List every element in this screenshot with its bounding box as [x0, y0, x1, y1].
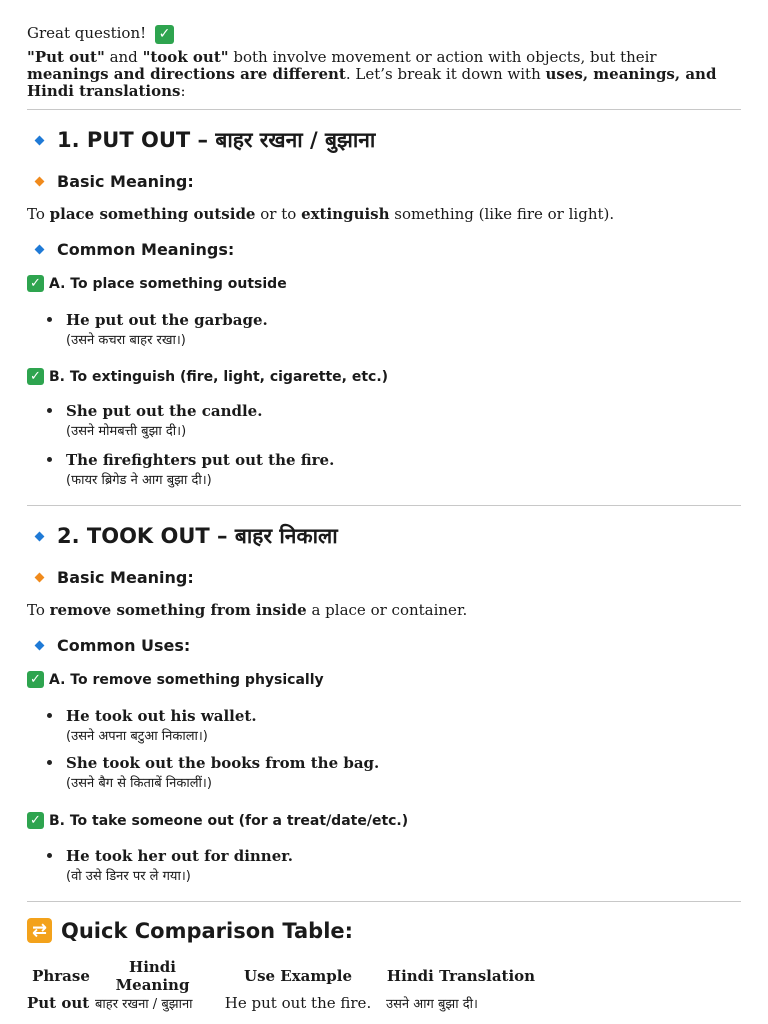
subheading-text: B. To take someone out (for a treat/date/etc.): [49, 812, 409, 829]
example-sentence: She put out the candle.: [66, 402, 263, 420]
table-header-row: [27, 958, 536, 994]
intro-emphasis: uses, meanings, and Hindi translations: [27, 65, 717, 100]
small-blue-diamond-icon: [35, 135, 45, 145]
column-header-phrase: Phrase: [32, 967, 90, 985]
basic-meaning-heading: [27, 172, 194, 191]
repeat-arrows-icon: ⇄: [27, 918, 52, 943]
basic-emphasis: remove something from inside: [49, 601, 307, 619]
check-mark-icon: ✓: [27, 368, 44, 385]
subheading-text: A. To remove something physically: [49, 671, 324, 688]
example-sentence: He put out the garbage.: [66, 311, 268, 329]
check-mark-icon: ✓: [27, 812, 44, 829]
comparison-heading: [27, 918, 353, 943]
table-row: [27, 994, 536, 1012]
bullet-dot: [47, 408, 52, 413]
hindi-translation: (उसने मोमबत्ती बुझा दी।): [66, 424, 187, 439]
bullet-dot: [47, 317, 52, 322]
basic-meaning-heading: [27, 568, 194, 587]
subheading-b: [27, 812, 408, 829]
basic-text: or to: [255, 205, 302, 223]
basic-emphasis: extinguish: [301, 205, 390, 223]
hindi-translation: (उसने कचरा बाहर रखा।): [66, 333, 186, 348]
hindi-translation: (फायर ब्रिगेड ने आग बुझा दी।): [66, 473, 212, 488]
subheading-text: A. To place something outside: [49, 275, 287, 292]
subheading-text: B. To extinguish (fire, light, cigarette, etc.): [49, 368, 389, 385]
common-meanings-heading: [27, 240, 234, 259]
column-header-use-example: Use Example: [244, 967, 352, 985]
small-blue-diamond-icon: [35, 641, 45, 651]
section-heading-took-out: [27, 522, 338, 550]
comparison-table: [27, 958, 536, 1012]
bullet-dot: [47, 713, 52, 718]
common-uses-heading: [27, 636, 190, 655]
basic-meaning-text: [27, 601, 467, 619]
intro-greeting: [27, 24, 179, 44]
basic-meaning-text: [27, 205, 614, 223]
table-cell-phrase: Put out: [27, 994, 90, 1012]
section-heading-put-out: [27, 126, 375, 154]
common-uses-heading-text: Common Uses:: [57, 636, 191, 655]
comparison-heading-text: Quick Comparison Table:: [61, 918, 354, 943]
intro-paragraph: [27, 49, 741, 100]
intro-put-out: "Put out": [27, 48, 105, 66]
hindi-translation: (उसने अपना बटुआ निकाला।): [66, 729, 208, 744]
intro-text: and: [104, 48, 143, 66]
divider: [27, 109, 741, 110]
intro-text: . Let’s break it down with: [345, 65, 546, 83]
intro-took-out: "took out": [142, 48, 229, 66]
basic-meaning-heading-text: Basic Meaning:: [57, 568, 194, 587]
subheading-b: [27, 368, 388, 385]
basic-text: something (like fire or light).: [389, 205, 615, 223]
small-blue-diamond-icon: [35, 245, 45, 255]
example-sentence: He took her out for dinner.: [66, 847, 293, 865]
hindi-translation: (वो उसे डिनर पर ले गया।): [66, 869, 191, 884]
greeting-text: Great question!: [27, 24, 147, 42]
section-heading-text: 1. PUT OUT – बाहर रखना / बुझाना: [57, 128, 376, 152]
subheading-a: [27, 275, 287, 292]
divider: [27, 901, 741, 902]
common-meanings-heading-text: Common Meanings:: [57, 240, 235, 259]
example-sentence: The firefighters put out the fire.: [66, 451, 335, 469]
intro-emphasis: meanings and directions are different: [27, 65, 346, 83]
basic-text: a place or container.: [306, 601, 468, 619]
hindi-translation: (उसने बैग से किताबें निकालीं।): [66, 776, 212, 791]
basic-text: To: [27, 601, 50, 619]
table-cell-use-example: He put out the fire.: [224, 994, 372, 1012]
bullet-dot: [47, 457, 52, 462]
check-mark-icon: ✓: [27, 671, 44, 688]
intro-text: :: [180, 82, 186, 100]
small-orange-diamond-icon: [35, 573, 45, 583]
basic-meaning-heading-text: Basic Meaning:: [57, 172, 194, 191]
check-mark-icon: ✓: [27, 275, 44, 292]
basic-text: To: [27, 205, 50, 223]
column-header-hindi-meaning: Hindi Meaning: [115, 958, 190, 994]
example-sentence: She took out the books from the bag.: [66, 754, 380, 772]
basic-emphasis: place something outside: [49, 205, 256, 223]
example-sentence: He took out his wallet.: [66, 707, 257, 725]
small-blue-diamond-icon: [35, 531, 45, 541]
table-cell-hindi-translation: उसने आग बुझा दी।: [386, 997, 478, 1012]
intro-text: both involve movement or action with objects, but their: [228, 48, 657, 66]
divider: [27, 505, 741, 506]
subheading-a: [27, 671, 324, 688]
table-cell-hindi-meaning: बाहर रखना / बुझाना: [95, 997, 193, 1012]
bullet-dot: [47, 853, 52, 858]
check-mark-icon: ✓: [155, 25, 174, 44]
column-header-hindi-translation: Hindi Translation: [386, 967, 536, 985]
bullet-dot: [47, 760, 52, 765]
section-heading-text: 2. TOOK OUT – बाहर निकाला: [57, 524, 338, 548]
small-orange-diamond-icon: [35, 177, 45, 187]
